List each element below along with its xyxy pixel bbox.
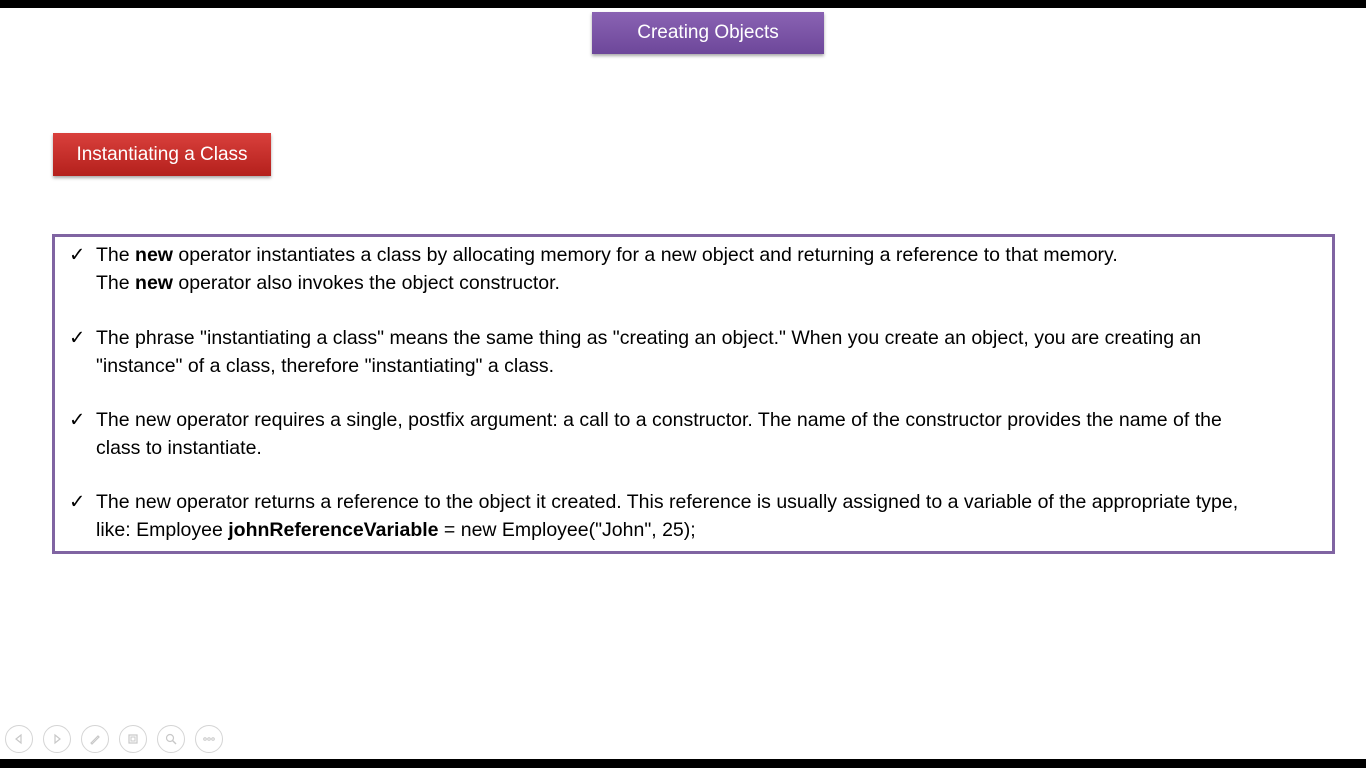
check-icon: ✓ xyxy=(69,409,86,431)
pen-icon xyxy=(88,732,102,746)
slide-title xyxy=(592,12,824,54)
check-icon: ✓ xyxy=(69,244,86,266)
zoom-button[interactable] xyxy=(157,725,185,753)
bullet-line: The new operator returns a reference to the object it created. This reference is usually assigned to a variable of the appropriate type, xyxy=(96,491,1239,513)
zoom-icon xyxy=(164,732,178,746)
bullet-line: like: Employee johnReferenceVariable = new Employee("John", 25); xyxy=(96,518,696,541)
slides-icon xyxy=(126,732,140,746)
bullet-line: The new operator instantiates a class by allocating memory for a new object and returning a reference to that memory. xyxy=(96,244,1118,266)
bullet-line: The phrase "instantiating a class" means the same thing as "creating an object." When you create an object, you are creating an xyxy=(96,327,1202,349)
bottom-letterbox-bar xyxy=(0,759,1366,768)
check-icon: ✓ xyxy=(69,327,86,349)
bullet-line: class to instantiate. xyxy=(96,436,262,459)
check-icon: ✓ xyxy=(69,491,86,513)
top-letterbox-bar xyxy=(0,0,1366,8)
slideshow-nav-toolbar xyxy=(5,725,223,753)
previous-slide-button[interactable] xyxy=(5,725,33,753)
bullet-line: "instance" of a class, therefore "instantiating" a class. xyxy=(96,354,555,377)
next-slide-button[interactable] xyxy=(43,725,71,753)
pen-tool-button[interactable] xyxy=(81,725,109,753)
bullet-line: The new operator also invokes the object constructor. xyxy=(96,271,560,294)
prev-icon xyxy=(12,732,26,746)
section-heading-text: Instantiating a Class xyxy=(76,143,248,165)
next-icon xyxy=(50,732,64,746)
content-panel xyxy=(52,234,1335,554)
bullet-line: The new operator requires a single, postfix argument: a call to a constructor. The name of the constructor provides the name of the xyxy=(96,409,1222,431)
section-heading xyxy=(53,133,271,176)
more-icon xyxy=(202,732,216,746)
see-all-slides-button[interactable] xyxy=(119,725,147,753)
more-options-button[interactable] xyxy=(195,725,223,753)
slide-title-text: Creating Objects xyxy=(637,22,779,43)
